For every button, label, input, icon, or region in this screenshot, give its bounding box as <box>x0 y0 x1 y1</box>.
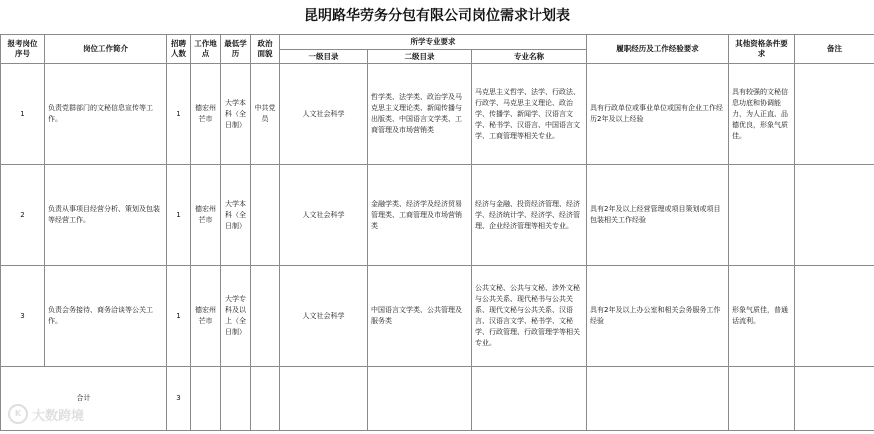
cell-intro[interactable]: 负责党群部门的文秘信息宣传等工作。 <box>45 64 167 165</box>
watermark <box>8 404 84 424</box>
cell-major-l2[interactable]: 金融学类、经济学及经济贸易管理类、工商管理及市场营销类 <box>368 165 472 266</box>
cell-politics[interactable] <box>251 266 280 367</box>
cell-empty[interactable] <box>729 367 795 431</box>
cell-note[interactable] <box>795 64 874 165</box>
page-title: 昆明路华劳务分包有限公司岗位需求计划表 <box>304 8 570 24</box>
cell-major-l1[interactable]: 人文社会科学 <box>280 266 368 367</box>
cell-intro[interactable]: 负责从事项目经营分析、策划及包装等经营工作。 <box>45 165 167 266</box>
watermark-logo-icon: K <box>8 404 28 424</box>
cell-note[interactable] <box>795 266 874 367</box>
header-major-group[interactable]: 所学专业要求 <box>280 35 587 50</box>
cell-no[interactable]: 1 <box>1 64 45 165</box>
job-plan-table <box>0 34 874 431</box>
header-row-top <box>1 35 874 50</box>
watermark-text: 大数跨境 <box>32 408 85 424</box>
cell-empty[interactable] <box>795 367 874 431</box>
total-row <box>1 367 874 431</box>
cell-edu[interactable]: 大学本科（全日制） <box>221 64 251 165</box>
cell-major-l2[interactable]: 中国语言文学类、公共管理及服务类 <box>368 266 472 367</box>
cell-edu[interactable]: 大学专科及以上（全日制） <box>221 266 251 367</box>
total-label[interactable]: 合计 <box>1 367 167 431</box>
total-count[interactable]: 3 <box>167 367 191 431</box>
header-job-intro[interactable]: 岗位工作简介 <box>45 35 167 64</box>
header-politics[interactable]: 政治面貌 <box>251 35 280 64</box>
header-count[interactable]: 招聘人数 <box>167 35 191 64</box>
cell-count[interactable]: 1 <box>167 266 191 367</box>
cell-major-l1[interactable]: 人文社会科学 <box>280 64 368 165</box>
cell-major-l2[interactable]: 哲学类、法学类、政治学及马克思主义理论类、新闻传播与出版类、中国语言文学类、工商管理及市场营销类 <box>368 64 472 165</box>
cell-empty[interactable] <box>191 367 221 431</box>
cell-other[interactable]: 形象气质佳，普通话流利。 <box>729 266 795 367</box>
cell-place[interactable]: 德宏州芒市 <box>191 64 221 165</box>
cell-empty[interactable] <box>221 367 251 431</box>
cell-empty[interactable] <box>251 367 280 431</box>
cell-politics[interactable] <box>251 165 280 266</box>
table-row <box>1 266 874 367</box>
cell-experience[interactable]: 具有2年及以上办公室和相关会务服务工作经验 <box>587 266 729 367</box>
table-row <box>1 165 874 266</box>
cell-empty[interactable] <box>587 367 729 431</box>
header-major-l1[interactable]: 一级目录 <box>280 50 368 64</box>
cell-place[interactable]: 德宏州芒市 <box>191 266 221 367</box>
table-row <box>1 64 874 165</box>
cell-major-l1[interactable]: 人文社会科学 <box>280 165 368 266</box>
cell-other[interactable]: 具有较强的文秘信息功底和协调能力，为人正直、品德优良，形象气质佳。 <box>729 64 795 165</box>
cell-no[interactable]: 3 <box>1 266 45 367</box>
header-note[interactable]: 备注 <box>795 35 874 64</box>
cell-intro[interactable]: 负责会务接待、商务洽谈等公关工作。 <box>45 266 167 367</box>
header-experience[interactable]: 履职经历及工作经验要求 <box>587 35 729 64</box>
cell-count[interactable]: 1 <box>167 64 191 165</box>
cell-no[interactable]: 2 <box>1 165 45 266</box>
header-job-no[interactable]: 报考岗位序号 <box>1 35 45 64</box>
cell-major-name[interactable]: 马克思主义哲学、法学、行政法、行政学、马克思主义理论、政治学、传播学、新闻学、汉语言文学、秘书学、汉语言、中国语言文学、工商管理等相关专业。 <box>472 64 587 165</box>
cell-major-name[interactable]: 公共文秘、公共与文秘、涉外文秘与公共关系、现代秘书与公共关系、现代文秘与公共关系、汉语言、汉语言文学、秘书学、文秘学、行政管理、行政管理学等相关专业。 <box>472 266 587 367</box>
cell-politics[interactable]: 中共党员 <box>251 64 280 165</box>
cell-empty[interactable] <box>280 367 368 431</box>
cell-empty[interactable] <box>472 367 587 431</box>
cell-major-name[interactable]: 经济与金融、投资经济管理、经济学、经济统计学、经济学、经济管理、企业经济管理等相关专业。 <box>472 165 587 266</box>
cell-edu[interactable]: 大学本科（全日制） <box>221 165 251 266</box>
cell-place[interactable]: 德宏州芒市 <box>191 165 221 266</box>
cell-other[interactable] <box>729 165 795 266</box>
header-major-name[interactable]: 专业名称 <box>472 50 587 64</box>
header-major-l2[interactable]: 二级目录 <box>368 50 472 64</box>
header-place[interactable]: 工作地点 <box>191 35 221 64</box>
header-edu[interactable]: 最低学历 <box>221 35 251 64</box>
header-other[interactable]: 其他资格条件要求 <box>729 35 795 64</box>
cell-empty[interactable] <box>368 367 472 431</box>
cell-experience[interactable]: 具有2年及以上经营管理或项目策划或项目包装相关工作经验 <box>587 165 729 266</box>
cell-experience[interactable]: 具有行政单位或事业单位或国有企业工作经历2年及以上经验 <box>587 64 729 165</box>
cell-note[interactable] <box>795 165 874 266</box>
cell-count[interactable]: 1 <box>167 165 191 266</box>
